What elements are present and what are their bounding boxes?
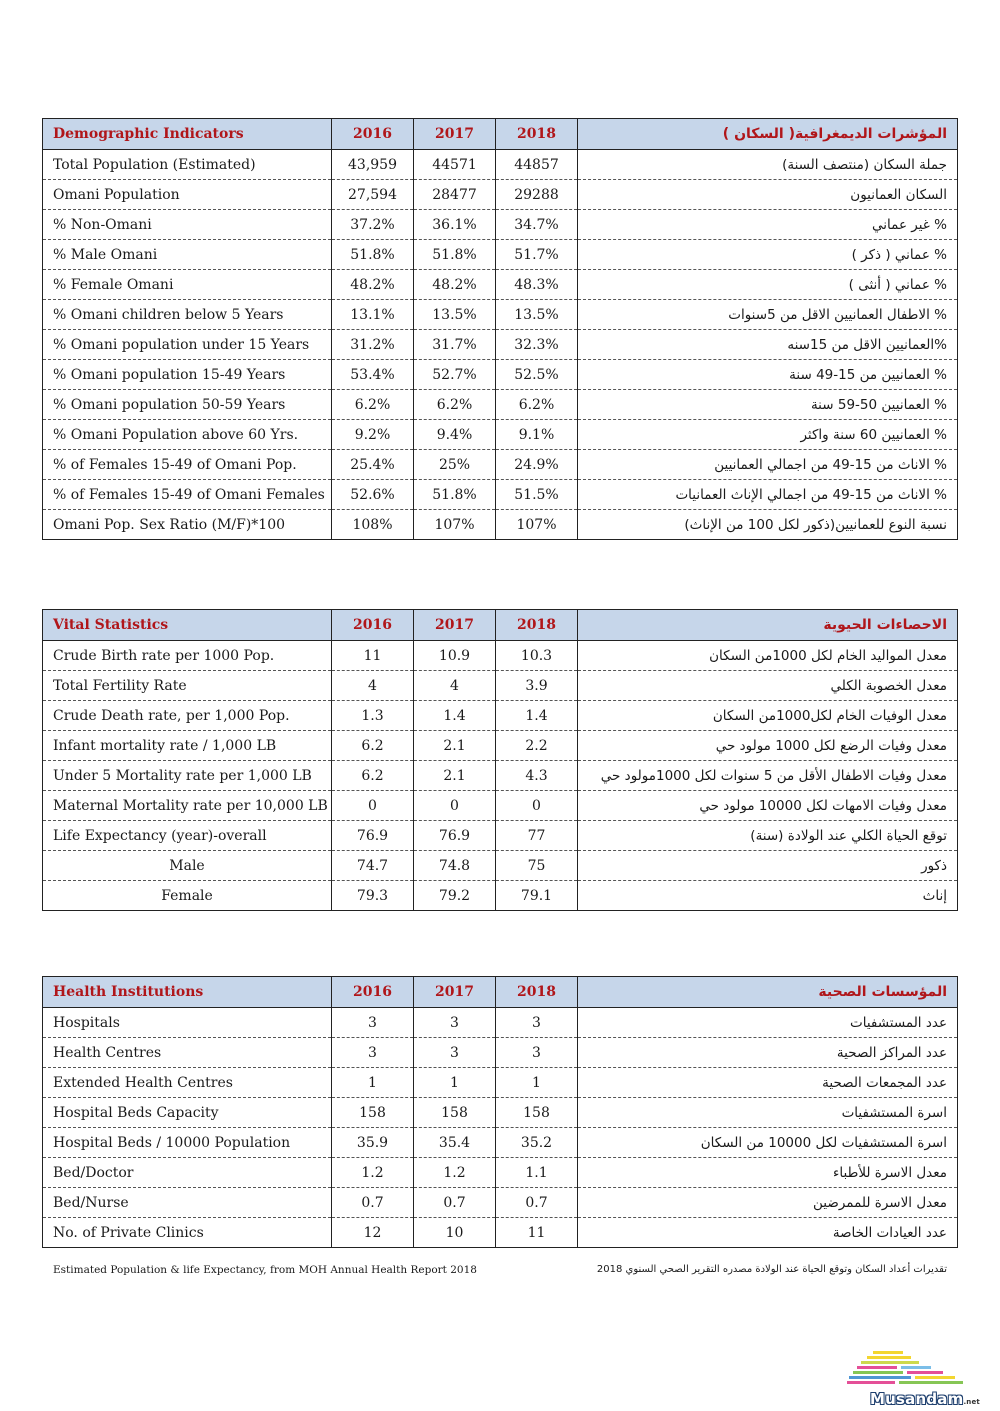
row-label-en: Female [43,881,332,911]
table-row [43,300,958,330]
row-value: 31.7% [414,330,496,360]
row-label-en: % Male Omani [43,240,332,270]
year-header: 2017 [414,119,496,150]
footnote-english: Estimated Population & life Expectancy, from MOH Annual Health Report 2018 [53,1264,477,1276]
row-label-en: Hospitals [43,1008,332,1038]
row-value: 6.2% [414,390,496,420]
row-label-ar: عدد المجمعات الصحية [578,1068,958,1098]
table-row [43,641,958,671]
row-value: 9.2% [332,420,414,450]
row-value: 4 [332,671,414,701]
row-value: 52.7% [414,360,496,390]
row-value: 3 [332,1038,414,1068]
row-value: 10.9 [414,641,496,671]
table-title-en: Health Institutions [43,977,332,1008]
row-value: 6.2 [332,731,414,761]
row-label-ar: السكان العمانيون [578,180,958,210]
row-value: 107% [414,510,496,540]
year-header: 2016 [332,977,414,1008]
row-label-ar: % الاطفال العمانيين الاقل من 5سنوات [578,300,958,330]
row-label-ar: اسرة المستشفيات [578,1098,958,1128]
table-title-en: Vital Statistics [43,610,332,641]
table-header-row [43,977,958,1008]
row-label-en: % Non-Omani [43,210,332,240]
table-row [43,821,958,851]
row-label-ar: عدد المراكز الصحية [578,1038,958,1068]
row-value: 6.2 [332,761,414,791]
row-value: 13.5% [414,300,496,330]
table-row [43,210,958,240]
year-header: 2016 [332,610,414,641]
table-row [43,420,958,450]
row-label-en: Health Centres [43,1038,332,1068]
row-value: 35.9 [332,1128,414,1158]
row-value: 9.1% [496,420,578,450]
row-label-ar: % غير عماني [578,210,958,240]
row-value: 2.1 [414,731,496,761]
row-value: 12 [332,1218,414,1248]
row-label-ar: %العمانيين الاقل من 15سنه [578,330,958,360]
row-value: 1.4 [496,701,578,731]
row-value: 32.3% [496,330,578,360]
table-row [43,330,958,360]
row-value: 1.2 [332,1158,414,1188]
row-value: 44571 [414,150,496,180]
row-label-ar: اسرة المستشفيات لكل 10000 من السكان [578,1128,958,1158]
row-value: 2.2 [496,731,578,761]
row-label-ar: عدد العيادات الخاصة [578,1218,958,1248]
row-value: 79.1 [496,881,578,911]
row-value: 3 [496,1038,578,1068]
row-value: 77 [496,821,578,851]
row-label-ar: % العمانيين 50-59 سنة [578,390,958,420]
table-row [43,390,958,420]
row-label-ar: معدل وفيات الرضع لكل 1000 مولود حي [578,731,958,761]
row-value: 2.1 [414,761,496,791]
table-row [43,1128,958,1158]
row-value: 9.4% [414,420,496,450]
demographic-indicators-table [42,118,958,540]
row-value: 10.3 [496,641,578,671]
row-value: 4 [414,671,496,701]
row-value: 3 [332,1008,414,1038]
table-row [43,701,958,731]
logo-name: Musandam [870,1390,964,1408]
table-row [43,851,958,881]
logo-text [870,1390,980,1408]
health-institutions-table [42,976,958,1248]
row-value: 3 [496,1008,578,1038]
row-value: 51.8% [414,240,496,270]
row-value: 0 [332,791,414,821]
row-value: 53.4% [332,360,414,390]
year-header: 2018 [496,610,578,641]
logo-suffix: .net [963,1398,980,1406]
row-label-en: Crude Death rate, per 1,000 Pop. [43,701,332,731]
table-row [43,150,958,180]
table-row [43,180,958,210]
row-label-en: Under 5 Mortality rate per 1,000 LB [43,761,332,791]
row-label-ar: جملة السكان (منتصف السنة) [578,150,958,180]
row-value: 48.2% [332,270,414,300]
row-value: 11 [496,1218,578,1248]
vital-statistics-table [42,609,958,911]
row-value: 4.3 [496,761,578,791]
row-label-ar: % العمانيين 60 سنة واكثر [578,420,958,450]
row-value: 108% [332,510,414,540]
row-value: 3.9 [496,671,578,701]
row-value: 51.8% [414,480,496,510]
row-value: 0 [496,791,578,821]
row-label-en: Life Expectancy (year)-overall [43,821,332,851]
table-row [43,450,958,480]
table-row [43,791,958,821]
row-value: 76.9 [332,821,414,851]
row-label-en: Omani Pop. Sex Ratio (M/F)*100 [43,510,332,540]
table-row [43,1218,958,1248]
row-label-en: % of Females 15-49 of Omani Pop. [43,450,332,480]
row-value: 52.5% [496,360,578,390]
row-value: 29288 [496,180,578,210]
row-value: 1 [496,1068,578,1098]
row-value: 24.9% [496,450,578,480]
row-label-ar: ذكور [578,851,958,881]
row-label-ar: عدد المستشفيات [578,1008,958,1038]
row-value: 13.5% [496,300,578,330]
row-value: 48.2% [414,270,496,300]
row-value: 25.4% [332,450,414,480]
row-label-ar: % الاناث من 15-49 من اجمالي العمانيين [578,450,958,480]
row-value: 158 [332,1098,414,1128]
table-row [43,360,958,390]
row-value: 3 [414,1038,496,1068]
row-label-ar: معدل الوفيات الخام لكل1000من السكان [578,701,958,731]
row-label-en: % Omani population under 15 Years [43,330,332,360]
table-row [43,731,958,761]
row-label-ar: معدل الخصوبة الكلي [578,671,958,701]
row-value: 1.1 [496,1158,578,1188]
row-value: 74.8 [414,851,496,881]
row-label-ar: إناث [578,881,958,911]
table-row [43,1038,958,1068]
row-label-en: Extended Health Centres [43,1068,332,1098]
row-label-en: % of Females 15-49 of Omani Females [43,480,332,510]
table-row [43,1008,958,1038]
row-value: 76.9 [414,821,496,851]
row-label-ar: معدل الاسرة للأطباء [578,1158,958,1188]
row-value: 48.3% [496,270,578,300]
table-row [43,510,958,540]
row-value: 31.2% [332,330,414,360]
year-header: 2017 [414,610,496,641]
row-label-ar: % عماني ( ذكر ) [578,240,958,270]
row-value: 51.8% [332,240,414,270]
row-value: 34.7% [496,210,578,240]
table-header-row [43,119,958,150]
row-value: 0 [414,791,496,821]
row-label-ar: معدل المواليد الخام لكل 1000من السكان [578,641,958,671]
row-label-en: Male [43,851,332,881]
row-value: 13.1% [332,300,414,330]
row-label-ar: % العمانيين من 15-49 سنة [578,360,958,390]
year-header: 2018 [496,977,578,1008]
row-value: 52.6% [332,480,414,510]
table-row [43,671,958,701]
row-label-ar: % الاناث من 15-49 من اجمالي الإناث العمانيات [578,480,958,510]
row-label-ar: نسبة النوع للعمانيين(ذكور لكل 100 من الإناث) [578,510,958,540]
row-label-ar: معدل وفيات الامهات لكل 10000 مولود حي [578,791,958,821]
row-value: 3 [414,1008,496,1038]
table-title-ar: الاحصاءات الحيوية [578,610,958,641]
row-label-ar: % عماني ( أنثى ) [578,270,958,300]
row-value: 0.7 [496,1188,578,1218]
row-value: 1.4 [414,701,496,731]
year-header: 2016 [332,119,414,150]
row-value: 51.7% [496,240,578,270]
row-label-ar: معدل الاسرة للممرضين [578,1188,958,1218]
row-value: 158 [496,1098,578,1128]
row-value: 25% [414,450,496,480]
row-value: 6.2% [496,390,578,420]
row-label-en: Bed/Nurse [43,1188,332,1218]
row-label-en: Total Population (Estimated) [43,150,332,180]
row-value: 36.1% [414,210,496,240]
table-row [43,270,958,300]
row-value: 79.2 [414,881,496,911]
row-value: 74.7 [332,851,414,881]
row-value: 0.7 [414,1188,496,1218]
row-value: 1 [414,1068,496,1098]
row-value: 44857 [496,150,578,180]
table-row [43,1158,958,1188]
row-label-en: Maternal Mortality rate per 10,000 LB [43,791,332,821]
row-value: 10 [414,1218,496,1248]
row-label-en: Hospital Beds Capacity [43,1098,332,1128]
row-value: 35.4 [414,1128,496,1158]
table-header-row [43,610,958,641]
year-header: 2017 [414,977,496,1008]
table-title-en: Demographic Indicators [43,119,332,150]
table-row [43,881,958,911]
row-label-en: Omani Population [43,180,332,210]
row-value: 11 [332,641,414,671]
row-value: 79.3 [332,881,414,911]
table-row [43,480,958,510]
year-header: 2018 [496,119,578,150]
table-title-ar: المؤشرات الديمغرافية( السكان ) [578,119,958,150]
row-label-en: Infant mortality rate / 1,000 LB [43,731,332,761]
row-label-en: Hospital Beds / 10000 Population [43,1128,332,1158]
row-label-en: % Omani population 50-59 Years [43,390,332,420]
row-label-en: % Omani children below 5 Years [43,300,332,330]
table-row [43,761,958,791]
table-row [43,1098,958,1128]
row-value: 75 [496,851,578,881]
table-row [43,1068,958,1098]
row-label-en: No. of Private Clinics [43,1218,332,1248]
row-value: 51.5% [496,480,578,510]
footnote-arabic: تقديرات أعداد السكان وتوقع الحياة عند الولادة مصدره التقرير الصحي السنوي 2018 [596,1264,947,1275]
row-value: 43,959 [332,150,414,180]
row-value: 27,594 [332,180,414,210]
table-row [43,1188,958,1218]
row-value: 0.7 [332,1188,414,1218]
row-value: 1.3 [332,701,414,731]
row-label-en: Bed/Doctor [43,1158,332,1188]
row-value: 1.2 [414,1158,496,1188]
row-value: 35.2 [496,1128,578,1158]
row-label-ar: توقع الحياة الكلي عند الولادة (سنة) [578,821,958,851]
table-row [43,240,958,270]
row-label-en: Crude Birth rate per 1000 Pop. [43,641,332,671]
table-title-ar: المؤسسات الصحية [578,977,958,1008]
row-label-en: % Omani Population above 60 Yrs. [43,420,332,450]
row-value: 37.2% [332,210,414,240]
row-value: 107% [496,510,578,540]
row-label-en: % Female Omani [43,270,332,300]
row-label-en: Total Fertility Rate [43,671,332,701]
row-label-ar: معدل وفيات الاطفال الأقل من 5 سنوات لكل 1000مولود حي [578,761,958,791]
row-value: 1 [332,1068,414,1098]
row-value: 28477 [414,180,496,210]
row-value: 158 [414,1098,496,1128]
row-value: 6.2% [332,390,414,420]
row-label-en: % Omani population 15-49 Years [43,360,332,390]
